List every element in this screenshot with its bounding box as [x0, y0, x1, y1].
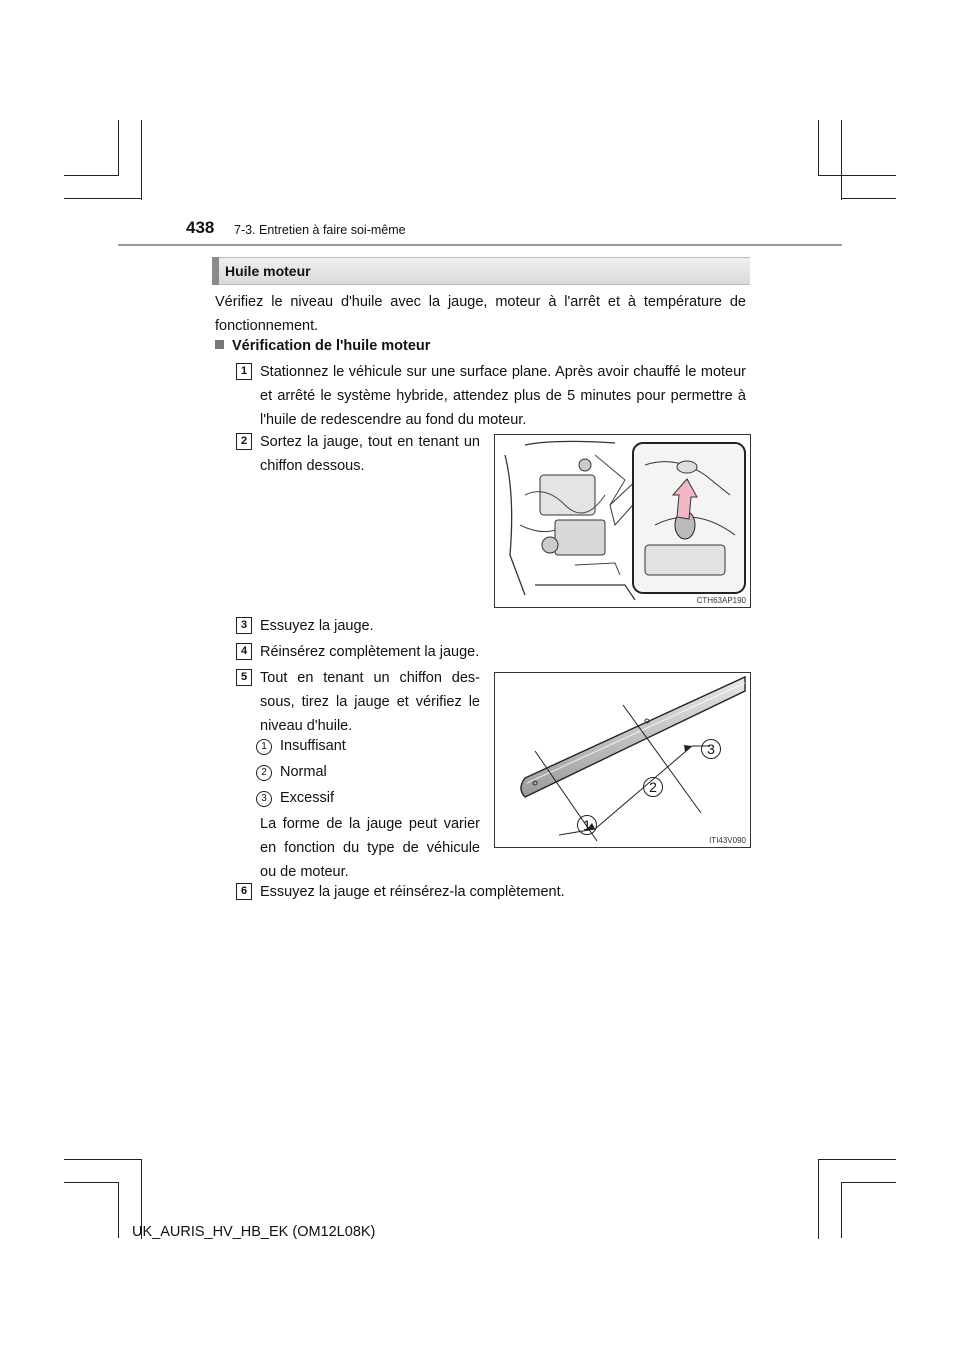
step-number-badge: 3 — [236, 617, 252, 634]
note-text: La forme de la jauge peut varier en fonction du type de véhicule ou de moteur. — [260, 816, 480, 880]
crop-mark — [841, 1182, 896, 1183]
section-reference: 7-3. Entretien à faire soi-même — [234, 223, 406, 237]
subsection-title: Vérification de l'huile moteur — [232, 338, 431, 354]
engine-compartment-figure — [494, 434, 751, 608]
step-text: Essuyez la jauge. — [260, 618, 374, 634]
dipstick-callout: 2 — [643, 777, 663, 797]
step-text: Tout en tenant un chiffon des-sous, tirez la jauge et vérifiez le niveau d'huile. — [260, 670, 480, 734]
crop-mark — [64, 1182, 119, 1183]
engine-illustration — [495, 435, 750, 607]
crop-mark — [818, 1159, 819, 1239]
crop-mark — [818, 120, 819, 176]
crop-mark — [118, 120, 119, 176]
figure-code: ITI43V090 — [709, 836, 746, 845]
step-text: Sortez la jauge, tout en tenant un chiffon dessous. — [260, 434, 480, 474]
step-text: Réinsérez complètement la jauge. — [260, 644, 480, 660]
square-bullet-icon — [215, 340, 224, 349]
step-number-badge: 6 — [236, 883, 252, 900]
crop-mark — [818, 1159, 896, 1160]
crop-mark — [818, 175, 896, 176]
dipstick-callout: 1 — [577, 815, 597, 835]
dipstick-callout: 3 — [701, 739, 721, 759]
crop-mark — [841, 1182, 842, 1238]
level-number-badge: 2 — [256, 765, 272, 781]
crop-mark — [841, 120, 842, 200]
step-number-badge: 4 — [236, 643, 252, 660]
crop-mark — [841, 198, 896, 199]
crop-mark — [141, 120, 142, 200]
dipstick-illustration — [495, 673, 750, 847]
level-label: Excessif — [280, 790, 334, 806]
dipstick-figure — [494, 672, 751, 848]
crop-mark — [64, 175, 119, 176]
level-number-badge: 3 — [256, 791, 272, 807]
header-rule — [118, 244, 842, 246]
subsection-heading — [215, 338, 430, 354]
step-text: Stationnez le véhicule sur une surface plane. Après avoir chauffé le moteur et arrêté le système hybride, attendez plus de 5 minutes pour permettre à l'huile de redescendre au fond du moteur. — [260, 364, 746, 428]
section-title: Huile moteur — [225, 263, 311, 279]
section-heading-bar — [212, 257, 219, 285]
crop-mark — [118, 1182, 119, 1238]
crop-mark — [64, 1159, 142, 1160]
figure-code: CTH63AP190 — [696, 596, 746, 605]
step-number-badge: 2 — [236, 433, 252, 450]
page-number: 438 — [186, 218, 215, 237]
level-label: Normal — [280, 764, 327, 780]
level-number-badge: 1 — [256, 739, 272, 755]
level-label: Insuffisant — [280, 738, 346, 754]
step-number-badge: 5 — [236, 669, 252, 686]
footer-model-code: UK_AURIS_HV_HB_EK (OM12L08K) — [132, 1224, 376, 1240]
intro-paragraph: Vérifiez le niveau d'huile avec la jauge, moteur à l'arrêt et à température de fonctionnement. — [215, 294, 746, 334]
step-number-badge: 1 — [236, 363, 252, 380]
step-text: Essuyez la jauge et réinsérez-la complètement. — [260, 884, 565, 900]
crop-mark — [64, 198, 142, 199]
section-heading — [212, 257, 750, 285]
